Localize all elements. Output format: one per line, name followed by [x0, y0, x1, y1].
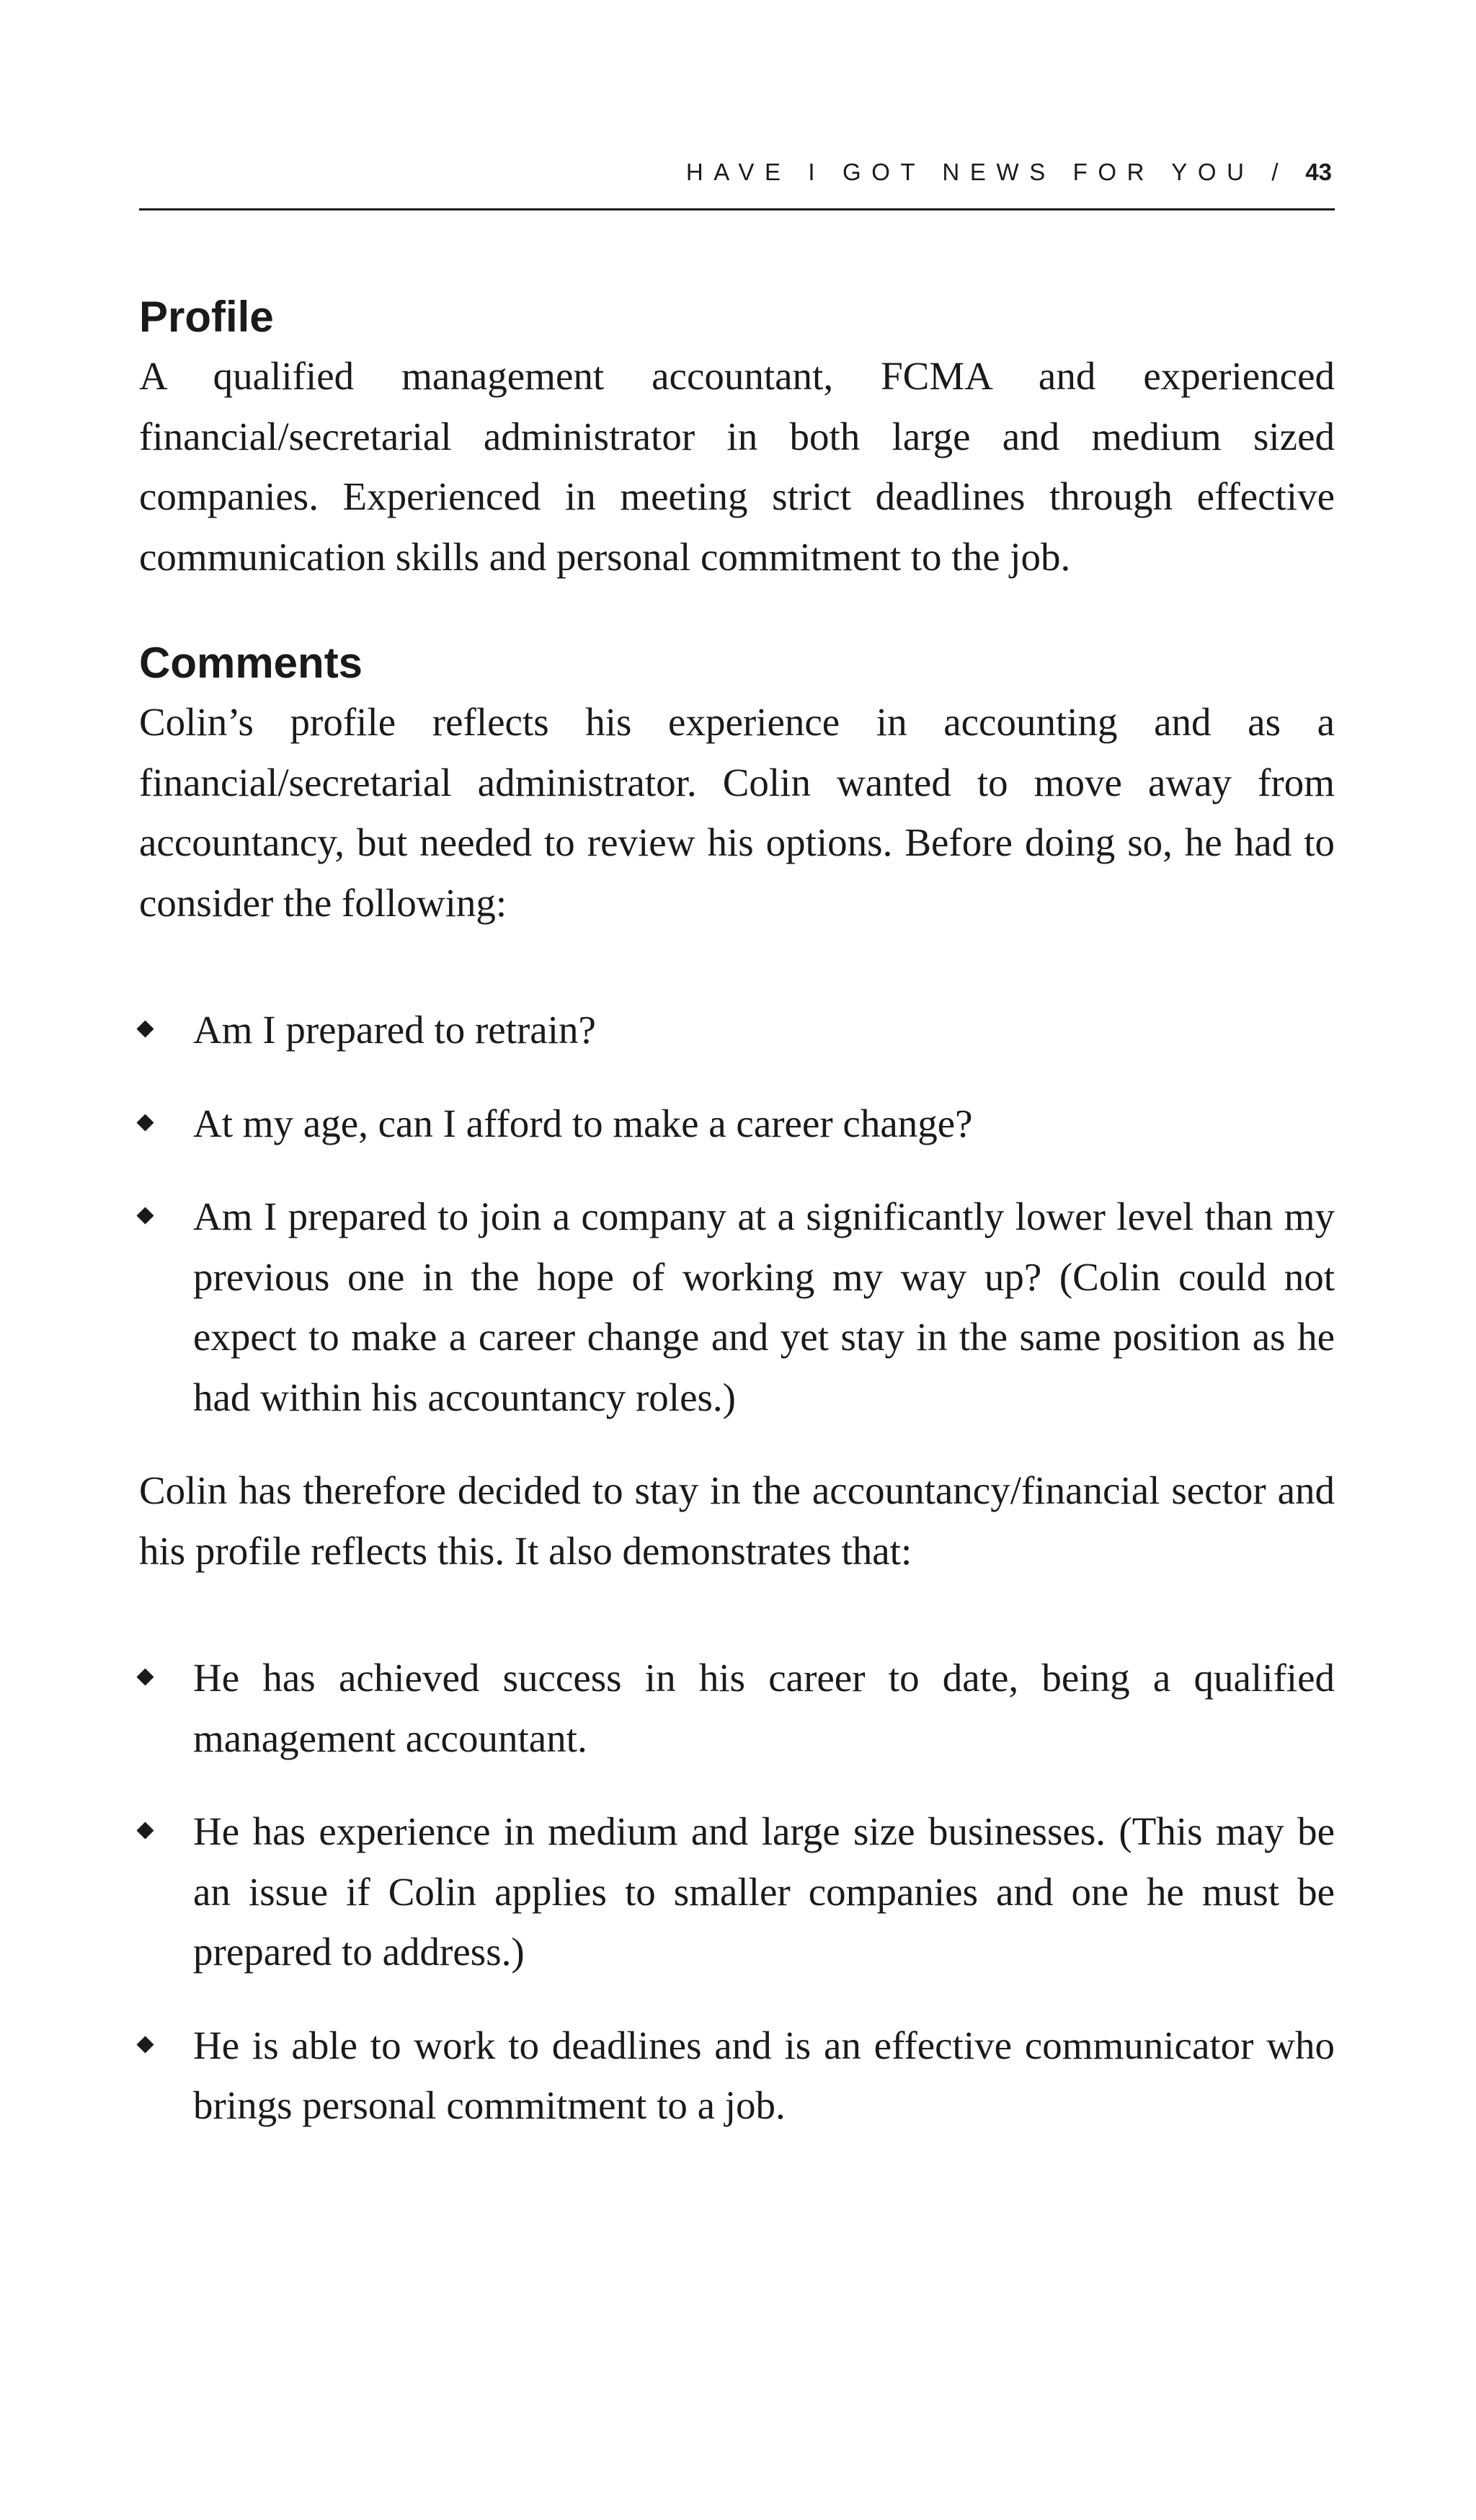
page-body	[139, 288, 1335, 2136]
running-head-separator: /	[1271, 159, 1289, 185]
diamond-bullet-icon	[136, 2036, 154, 2053]
list-item-text: At my age, can I afford to make a career change?	[193, 1101, 973, 1145]
list-item	[139, 1648, 1335, 1768]
profile-heading: Profile	[139, 293, 274, 341]
running-head-text	[686, 159, 1332, 186]
considerations-list	[139, 1000, 1335, 1427]
running-head	[139, 153, 1335, 210]
profile-paragraph: A qualified management accountant, FCMA and experienced financial/secretarial administrator in both large and medium sized companies. Experienced in meeting strict deadlines through effective communication skills and personal commitment to the job.	[139, 354, 1335, 579]
list-item	[139, 1000, 1335, 1060]
list-item-text: He has achieved success in his career to date, being a qualified management accountant.	[193, 1656, 1335, 1760]
comments-intro-paragraph: Colin’s profile reflects his experience in accounting and as a financial/secretarial administrator. Colin wanted to move away from accountancy, but needed to review his options. Before doing so, he had to consider the following:	[139, 700, 1335, 925]
diamond-bullet-icon	[136, 1207, 154, 1224]
list-item	[139, 1186, 1335, 1427]
list-item	[139, 1801, 1335, 1982]
page-number: 43	[1305, 159, 1332, 185]
list-item-text: He has experience in medium and large size businesses. (This may be an issue if Colin applies to smaller companies and one he must be prepared to address.)	[193, 1809, 1335, 1974]
list-item	[139, 2015, 1335, 2136]
list-item-text: He is able to work to deadlines and is an effective communicator who brings personal commitment to a job.	[193, 2023, 1335, 2127]
comments-heading: Comments	[139, 639, 363, 687]
running-head-title: HAVE I GOT NEWS FOR YOU	[685, 159, 1255, 185]
demonstrates-list	[139, 1648, 1335, 2136]
list-item-text: Am I prepared to join a company at a significantly lower level than my previous one in the hope of working my way up? (Colin could not expect to make a career change and yet stay in the same position as he had within his accountancy roles.)	[193, 1194, 1335, 1419]
diamond-bullet-icon	[136, 1822, 154, 1839]
diamond-bullet-icon	[136, 1020, 154, 1037]
list-item	[139, 1093, 1335, 1154]
diamond-bullet-icon	[136, 1668, 154, 1685]
diamond-bullet-icon	[136, 1114, 154, 1131]
comments-middle-paragraph: Colin has therefore decided to stay in the accountancy/financial sector and his profile reflects this. It also demonstrates that:	[139, 1468, 1335, 1573]
list-item-text: Am I prepared to retrain?	[193, 1008, 596, 1052]
